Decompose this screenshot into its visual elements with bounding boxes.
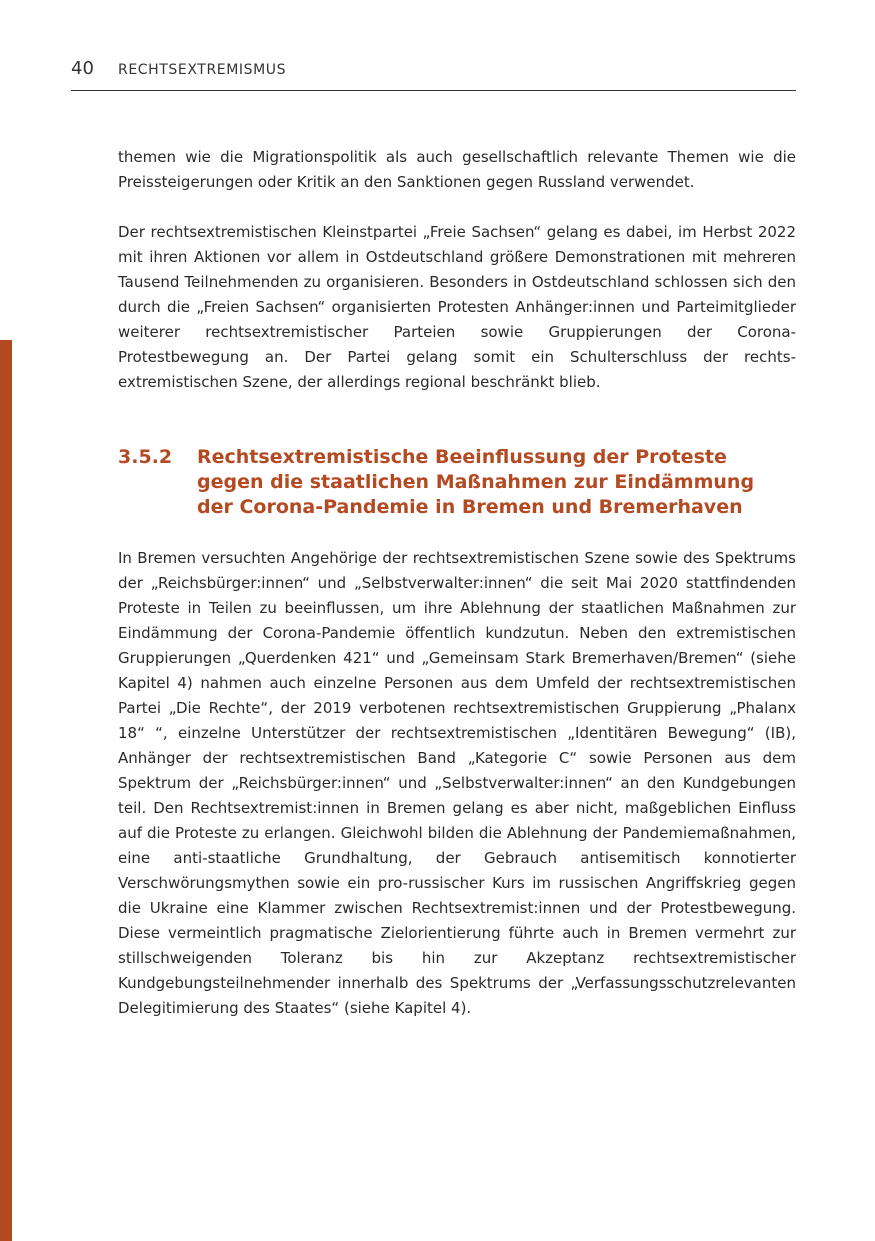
side-accent-bar [0, 340, 12, 1241]
section-number: 3.5.2 [118, 446, 173, 468]
section-title: Rechtsextremistische Beeinflussung der Proteste gegen die staatlichen Maßnahmen zur Eindämmung der Corona-Pandemie in Bremen und Bremerhaven [197, 446, 755, 518]
section-heading [118, 445, 796, 520]
paragraph: themen wie die Migrationspolitik als auch gesellschaftlich relevante Themen wie die Preissteigerungen oder Kritik an den Sanktionen gegen Russland verwendet. [118, 148, 796, 191]
page-content [118, 145, 796, 1021]
paragraph: Der rechtsextremistischen Kleinstpartei „Freie Sachsen“ gelang es dabei, im Herbst 2022 mit ihren Aktionen vor allem in Ostdeutschland größere Demonstrationen mit mehreren Tausend Teilnehmenden zu organisieren. Besonders in Ostdeutschland schlossen sich den durch die „Freien Sachsen“ organisierten Protesten Anhänger:innen und Parteimitglieder weiterer rechtsextremistischer Parteien sowie Gruppierungen der Corona-Protestbewegung an. Der Partei gelang somit ein Schulterschluss der rechtsextremistischen Szene, der allerdings regional beschränkt blieb. [118, 223, 796, 391]
paragraph: In Bremen versuchten Angehörige der rechtsextremistischen Szene sowie des Spektrums der „Reichsbürger:innen“ und „Selbstverwalter:innen“ die seit Mai 2020 stattfindenden Proteste in Teilen zu beeinflussen, um ihre Ablehnung der staatlichen Maßnahmen zur Eindämmung der Corona-Pandemie öffentlich kundzutun. Neben den extremistischen Gruppierungen „Querdenken 421“ und „Gemeinsam Stark Bremerhaven/Bremen“ (siehe Kapitel 4) nahmen auch einzelne Personen aus dem Umfeld der rechtsextremistischen Partei „Die Rechte“, der 2019 verbotenen rechtsextremistischen Gruppierung „Phalanx 18“ “, einzelne Unterstützer der rechtsextremistischen „Identitären Bewegung“ (IB), Anhänger der rechtsextremistischen Band „Kategorie C“ sowie Personen aus dem Spektrum der „Reichsbürger:innen“ und „Selbstverwalter:innen“ an den Kundgebungen teil. Den Rechtsextremist:innen in Bremen gelang es aber nicht, maßgeblichen Einfluss auf die Proteste zu erlangen. Gleichwohl bilden die Ablehnung der Pandemiemaßnahmen, eine anti-staatliche Grundhaltung, der Gebrauch antisemitisch konnotierter Verschwörungsmythen sowie ein pro-russischer Kurs im russischen Angriffskrieg gegen die Ukraine eine Klammer zwischen Rechtsextremist:innen und der Protestbewegung. Diese vermeintlich pragmatische Zielorientierung führte auch in Bremen vermehrt zur stillschweigenden Toleranz bis hin zur Akzeptanz rechtsextremistischer Kundgebungsteilnehmender innerhalb des Spektrums der „Verfassungsschutzrelevanten Delegitimierung des Staates“ (siehe Kapitel 4). [118, 549, 796, 1017]
running-title: RECHTSEXTREMISMUS [118, 62, 287, 78]
page-number: 40 [71, 58, 94, 79]
page-header [71, 56, 796, 91]
